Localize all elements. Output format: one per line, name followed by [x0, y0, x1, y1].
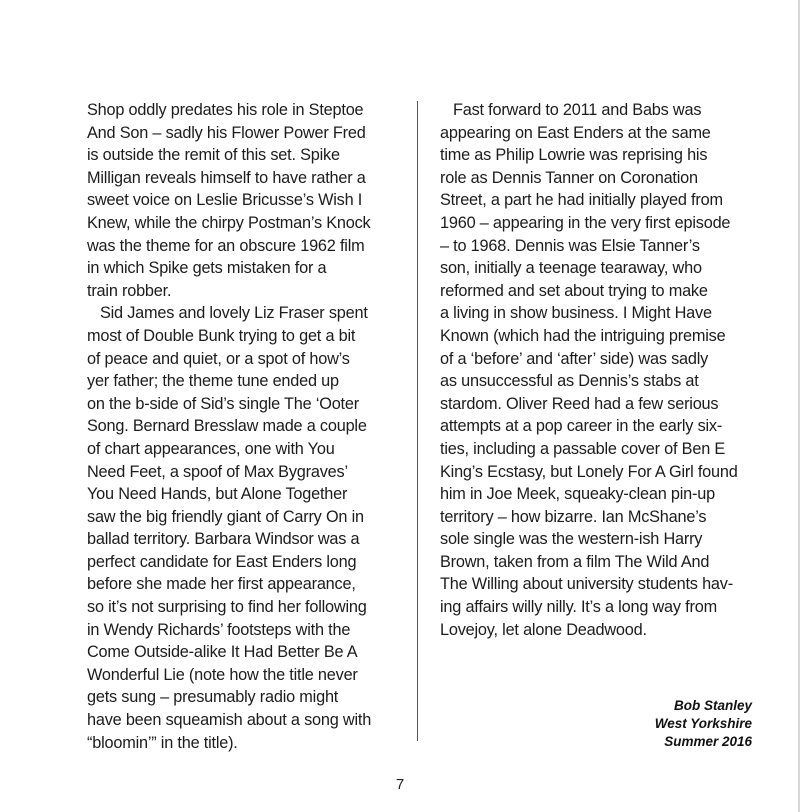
text-line: Knew, while the chirpy Postman’s Knock — [87, 213, 371, 232]
text-line: perfect candidate for East Enders long — [87, 552, 357, 571]
text-line: Sid James and lovely Liz Fraser spent — [87, 304, 368, 323]
right-column — [440, 99, 760, 641]
text-line: Shop oddly predates his role in Steptoe — [87, 101, 364, 119]
signature-date: Summer 2016 — [664, 734, 752, 749]
text-line: most of Double Bunk trying to get a bit — [87, 326, 356, 345]
column-divider — [417, 101, 418, 741]
text-line: Milligan reveals himself to have rather a — [87, 168, 366, 187]
text-line: Wonderful Lie (note how the title never — [87, 665, 358, 684]
text-line: appearing on East Enders at the same — [440, 123, 711, 142]
text-line: The Willing about university students hav- — [440, 575, 733, 594]
text-line: sweet voice on Leslie Bricusse’s Wish I — [87, 191, 363, 210]
text-line: Street, a part he had initially played from — [440, 191, 723, 210]
text-line: ballad territory. Barbara Windsor was a — [87, 530, 360, 549]
text-line: yer father; the theme tune ended up — [87, 372, 339, 391]
text-line: role as Dennis Tanner on Coronation — [440, 168, 698, 187]
signature-block — [655, 697, 752, 751]
text-line: as unsuccessful as Dennis’s stabs at — [440, 372, 699, 391]
text-line: of peace and quiet, or a spot of how’s — [87, 349, 350, 368]
text-line: sole single was the western-ish Harry — [440, 530, 703, 549]
text-line: ties, including a passable cover of Ben E — [440, 439, 726, 458]
text-line: so it’s not surprising to find her following — [87, 598, 367, 617]
text-line: Lovejoy, let alone Deadwood. — [440, 620, 647, 639]
text-line: And Son – sadly his Flower Power Fred — [87, 123, 366, 142]
text-line: Fast forward to 2011 and Babs was — [440, 101, 702, 119]
text-line: gets sung – presumably radio might — [87, 688, 339, 707]
text-line: a living in show business. I Might Have — [440, 304, 712, 323]
text-line: of chart appearances, one with You — [87, 439, 335, 458]
text-line: Song. Bernard Bresslaw made a couple — [87, 417, 367, 436]
text-line: 1960 – appearing in the very first episode — [440, 213, 731, 232]
text-line: ing affairs willy nilly. It’s a long way from — [440, 598, 717, 617]
page-number: 7 — [395, 776, 405, 793]
text-line: is outside the remit of this set. Spike — [87, 146, 340, 165]
author-location: West Yorkshire — [654, 716, 752, 731]
text-line: in Wendy Richards’ footsteps with the — [87, 620, 351, 639]
text-line: in which Spike gets mistaken for a — [87, 259, 327, 278]
text-line: territory – how bizarre. Ian McShane’s — [440, 507, 707, 526]
text-line: attempts at a pop career in the early six- — [440, 417, 723, 436]
text-line: King’s Ecstasy, but Lonely For A Girl found — [440, 462, 738, 481]
left-column — [87, 99, 407, 754]
text-line: Known (which had the intriguing premise — [440, 326, 726, 345]
text-line: reformed and set about trying to make — [440, 281, 708, 300]
text-line: – to 1968. Dennis was Elsie Tanner’s — [440, 236, 700, 255]
text-line: Brown, taken from a film The Wild And — [440, 552, 710, 571]
text-line: him in Joe Meek, squeaky-clean pin-up — [440, 485, 715, 504]
text-line: have been squeamish about a song with — [87, 711, 372, 730]
text-line: stardom. Oliver Reed had a few serious — [440, 394, 719, 413]
text-line: saw the big friendly giant of Carry On in — [87, 507, 364, 526]
text-line: train robber. — [87, 281, 172, 300]
text-line: Come Outside-alike It Had Better Be A — [87, 643, 358, 662]
text-line: on the b-side of Sid’s single The ‘Ooter — [87, 394, 359, 413]
author-name: Bob Stanley — [673, 698, 752, 713]
text-line: “bloomin’” in the title). — [87, 733, 238, 752]
text-line: time as Philip Lowrie was reprising his — [440, 146, 708, 165]
text-line: son, initially a teenage tearaway, who — [440, 259, 702, 278]
text-line: You Need Hands, but Alone Together — [87, 485, 348, 504]
text-line: Need Feet, a spoof of Max Bygraves’ — [87, 462, 348, 481]
text-line: was the theme for an obscure 1962 film — [87, 236, 365, 255]
text-line: of a ‘before’ and ‘after’ side) was sadly — [440, 349, 709, 368]
text-line: before she made her first appearance, — [87, 575, 356, 594]
